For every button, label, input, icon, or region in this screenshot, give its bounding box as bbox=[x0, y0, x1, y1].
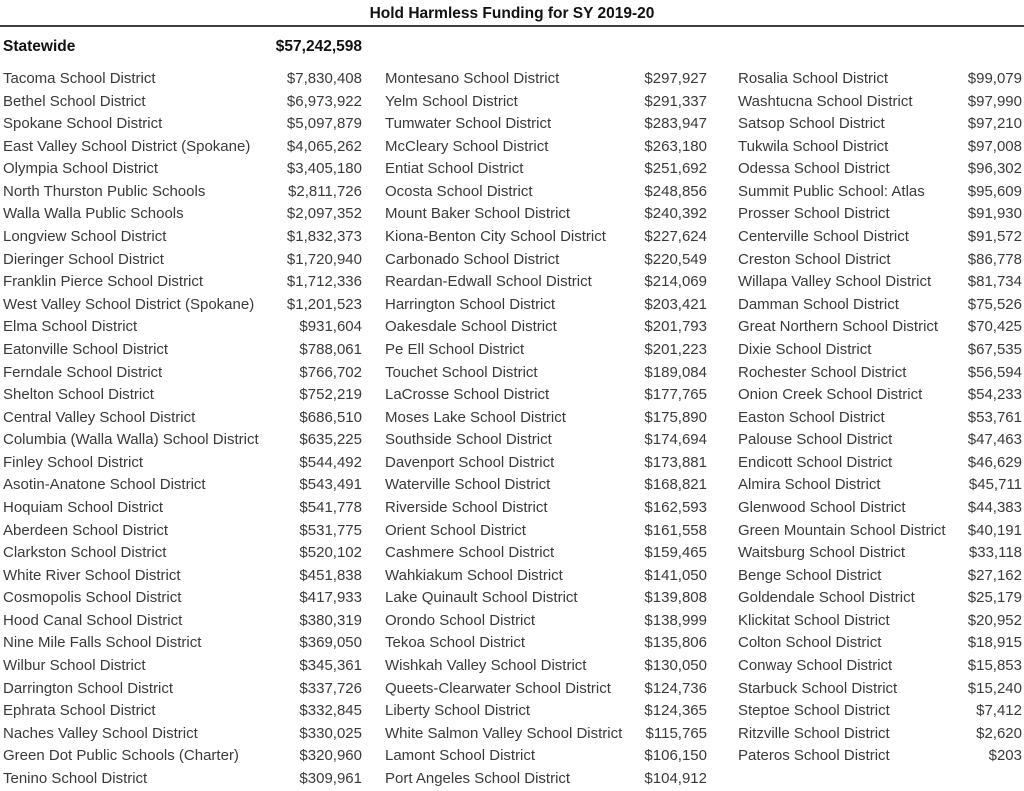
district-name: Hoquiam School District bbox=[3, 498, 164, 516]
funding-table bbox=[0, 68, 1024, 791]
district-amount: $1,720,940 bbox=[286, 250, 362, 268]
district-name: Central Valley School District bbox=[3, 408, 196, 426]
district-name: Palouse School District bbox=[738, 431, 893, 449]
table-row bbox=[385, 339, 707, 362]
table-row bbox=[385, 745, 707, 768]
district-name: Montesano School District bbox=[385, 70, 560, 87]
district-amount: $97,008 bbox=[967, 137, 1022, 155]
district-amount: $168,821 bbox=[644, 476, 707, 494]
table-row bbox=[385, 249, 707, 272]
district-name: Creston School District bbox=[738, 250, 891, 268]
district-amount: $752,219 bbox=[299, 386, 362, 404]
district-amount: $345,361 bbox=[299, 657, 362, 675]
district-amount: $177,765 bbox=[644, 386, 707, 404]
table-row bbox=[738, 678, 1022, 701]
table-row bbox=[738, 316, 1022, 339]
district-amount: $337,726 bbox=[299, 679, 362, 697]
district-name: Walla Walla Public Schools bbox=[3, 205, 184, 223]
district-name: Klickitat School District bbox=[738, 611, 890, 629]
district-amount: $248,856 bbox=[644, 182, 707, 200]
district-amount: $189,084 bbox=[644, 363, 707, 381]
district-amount: $7,412 bbox=[976, 702, 1022, 720]
district-amount: $220,549 bbox=[644, 250, 707, 268]
district-amount: $161,558 bbox=[644, 521, 707, 539]
district-name: Oakesdale School District bbox=[385, 318, 557, 336]
table-row bbox=[738, 68, 1022, 91]
table-row bbox=[3, 610, 362, 633]
table-row bbox=[3, 452, 362, 475]
table-row bbox=[385, 565, 707, 588]
table-row bbox=[3, 316, 362, 339]
table-row bbox=[738, 294, 1022, 317]
district-amount: $40,191 bbox=[967, 521, 1022, 539]
district-name: Wilbur School District bbox=[3, 657, 146, 675]
district-name: Clarkston School District bbox=[3, 544, 167, 562]
district-amount: $251,692 bbox=[644, 160, 707, 178]
district-name: Tenino School District bbox=[3, 769, 148, 787]
district-amount: $531,775 bbox=[299, 521, 362, 539]
district-amount: $451,838 bbox=[299, 566, 362, 584]
district-name: Ocosta School District bbox=[385, 182, 533, 200]
district-name: Hood Canal School District bbox=[3, 611, 183, 629]
district-name: Longview School District bbox=[3, 228, 167, 246]
table-row bbox=[3, 271, 362, 294]
district-amount: $91,930 bbox=[967, 205, 1022, 223]
district-amount: $3,405,180 bbox=[286, 160, 362, 178]
table-row bbox=[738, 203, 1022, 226]
district-name: Bethel School District bbox=[3, 92, 146, 110]
table-row bbox=[738, 271, 1022, 294]
district-name: Tacoma School District bbox=[3, 70, 156, 87]
table-row bbox=[738, 113, 1022, 136]
district-amount: $201,793 bbox=[644, 318, 707, 336]
district-amount: $214,069 bbox=[644, 273, 707, 291]
table-row bbox=[738, 587, 1022, 610]
table-row bbox=[738, 723, 1022, 746]
table-row bbox=[3, 745, 362, 768]
table-row bbox=[385, 610, 707, 633]
table-row bbox=[738, 362, 1022, 385]
district-name: Great Northern School District bbox=[738, 318, 939, 336]
table-row bbox=[385, 474, 707, 497]
district-amount: $1,712,336 bbox=[286, 273, 362, 291]
district-amount: $203,421 bbox=[644, 295, 707, 313]
district-amount: $15,240 bbox=[967, 679, 1022, 697]
table-row bbox=[3, 678, 362, 701]
table-row bbox=[738, 565, 1022, 588]
district-name: Kiona-Benton City School District bbox=[385, 228, 606, 246]
district-name: Wahkiakum School District bbox=[385, 566, 563, 584]
district-name: Liberty School District bbox=[385, 702, 531, 720]
district-name: Odessa School District bbox=[738, 160, 890, 178]
district-amount: $931,604 bbox=[299, 318, 362, 336]
district-amount: $297,927 bbox=[644, 70, 707, 87]
district-amount: $4,065,262 bbox=[286, 137, 362, 155]
table-row bbox=[385, 632, 707, 655]
table-row bbox=[738, 91, 1022, 114]
district-amount: $56,594 bbox=[967, 363, 1022, 381]
district-name: McCleary School District bbox=[385, 137, 549, 155]
table-row bbox=[385, 700, 707, 723]
district-amount: $2,811,726 bbox=[288, 182, 362, 200]
district-name: Southside School District bbox=[385, 431, 552, 449]
table-row bbox=[738, 474, 1022, 497]
table-row bbox=[385, 497, 707, 520]
table-row bbox=[3, 565, 362, 588]
district-name: Nine Mile Falls School District bbox=[3, 634, 202, 652]
district-name: Centerville School District bbox=[738, 228, 909, 246]
district-amount: $2,097,352 bbox=[286, 205, 362, 223]
statewide-label: Statewide bbox=[3, 38, 76, 55]
district-amount: $7,830,408 bbox=[286, 70, 362, 87]
table-row bbox=[3, 632, 362, 655]
district-name: Port Angeles School District bbox=[385, 769, 571, 787]
district-amount: $291,337 bbox=[644, 92, 707, 110]
table-row bbox=[385, 452, 707, 475]
table-row bbox=[738, 632, 1022, 655]
district-amount: $91,572 bbox=[967, 228, 1022, 246]
district-amount: $20,952 bbox=[967, 611, 1022, 629]
district-name: Shelton School District bbox=[3, 386, 154, 404]
district-amount: $124,365 bbox=[644, 702, 707, 720]
table-row bbox=[385, 407, 707, 430]
district-name: Franklin Pierce School District bbox=[3, 273, 204, 291]
table-row bbox=[3, 68, 362, 91]
table-row bbox=[3, 700, 362, 723]
district-name: Green Mountain School District bbox=[738, 521, 946, 539]
district-amount: $141,050 bbox=[644, 566, 707, 584]
district-amount: $320,960 bbox=[299, 747, 362, 765]
district-name: Queets-Clearwater School District bbox=[385, 679, 611, 697]
table-row bbox=[738, 452, 1022, 475]
district-name: White River School District bbox=[3, 566, 181, 584]
district-amount: $45,711 bbox=[968, 476, 1022, 494]
district-name: Entiat School District bbox=[385, 160, 524, 178]
table-row bbox=[385, 181, 707, 204]
district-amount: $263,180 bbox=[644, 137, 707, 155]
district-amount: $46,629 bbox=[967, 453, 1022, 471]
district-name: Rosalia School District bbox=[738, 70, 889, 87]
district-name: Carbonado School District bbox=[385, 250, 560, 268]
table-row bbox=[738, 226, 1022, 249]
district-amount: $47,463 bbox=[967, 431, 1022, 449]
district-name: Pateros School District bbox=[738, 747, 890, 765]
district-name: Ritzville School District bbox=[738, 724, 890, 742]
district-amount: $175,890 bbox=[644, 408, 707, 426]
district-amount: $240,392 bbox=[644, 205, 707, 223]
district-amount: $25,179 bbox=[967, 589, 1022, 607]
table-row bbox=[738, 520, 1022, 543]
table-row bbox=[3, 181, 362, 204]
district-amount: $766,702 bbox=[299, 363, 362, 381]
statewide-total-row bbox=[3, 37, 362, 56]
district-name: Dixie School District bbox=[738, 340, 872, 358]
district-amount: $201,223 bbox=[644, 340, 707, 358]
district-name: Tukwila School District bbox=[738, 137, 889, 155]
district-amount: $97,210 bbox=[967, 115, 1022, 133]
table-row bbox=[3, 429, 362, 452]
table-row bbox=[385, 723, 707, 746]
district-name: Tumwater School District bbox=[385, 115, 552, 133]
district-amount: $369,050 bbox=[299, 634, 362, 652]
district-name: Cosmopolis School District bbox=[3, 589, 182, 607]
table-row bbox=[738, 610, 1022, 633]
district-amount: $543,491 bbox=[299, 476, 362, 494]
district-name: Eatonville School District bbox=[3, 340, 169, 358]
district-amount: $1,201,523 bbox=[286, 295, 362, 313]
table-row bbox=[3, 768, 362, 791]
district-name: Goldendale School District bbox=[738, 589, 915, 607]
table-row bbox=[738, 181, 1022, 204]
district-amount: $33,118 bbox=[968, 544, 1022, 562]
district-name: Olympia School District bbox=[3, 160, 159, 178]
district-name: Rochester School District bbox=[738, 363, 907, 381]
district-amount: $115,765 bbox=[645, 724, 707, 742]
table-row bbox=[3, 226, 362, 249]
table-row bbox=[385, 294, 707, 317]
district-amount: $309,961 bbox=[299, 769, 362, 787]
district-name: Moses Lake School District bbox=[385, 408, 566, 426]
table-row bbox=[3, 497, 362, 520]
district-name: Benge School District bbox=[738, 566, 882, 584]
table-row bbox=[3, 203, 362, 226]
district-amount: $283,947 bbox=[644, 115, 707, 133]
district-name: East Valley School District (Spokane) bbox=[3, 137, 251, 155]
district-name: Summit Public School: Atlas bbox=[738, 182, 925, 200]
district-amount: $81,734 bbox=[967, 273, 1022, 291]
table-row bbox=[738, 136, 1022, 159]
table-row bbox=[385, 203, 707, 226]
district-name: Columbia (Walla Walla) School District bbox=[3, 431, 259, 449]
district-name: Ferndale School District bbox=[3, 363, 163, 381]
district-name: Glenwood School District bbox=[738, 498, 906, 516]
district-amount: $106,150 bbox=[644, 747, 707, 765]
table-row bbox=[3, 294, 362, 317]
district-amount: $544,492 bbox=[299, 453, 362, 471]
district-name: Tekoa School District bbox=[385, 634, 526, 652]
district-amount: $541,778 bbox=[299, 498, 362, 516]
district-name: LaCrosse School District bbox=[385, 386, 550, 404]
district-name: Satsop School District bbox=[738, 115, 885, 133]
district-name: Mount Baker School District bbox=[385, 205, 571, 223]
district-amount: $227,624 bbox=[644, 228, 707, 246]
district-name: Endicott School District bbox=[738, 453, 893, 471]
table-row bbox=[3, 136, 362, 159]
title-divider bbox=[0, 25, 1024, 27]
district-name: Almira School District bbox=[738, 476, 881, 494]
district-amount: $104,912 bbox=[644, 769, 707, 787]
district-amount: $162,593 bbox=[644, 498, 707, 516]
district-name: Green Dot Public Schools (Charter) bbox=[3, 747, 239, 765]
table-row bbox=[385, 316, 707, 339]
district-amount: $44,383 bbox=[967, 498, 1022, 516]
district-name: Lake Quinault School District bbox=[385, 589, 578, 607]
district-name: Onion Creek School District bbox=[738, 386, 923, 404]
district-amount: $53,761 bbox=[967, 408, 1022, 426]
district-name: Touchet School District bbox=[385, 363, 538, 381]
district-amount: $138,999 bbox=[644, 611, 707, 629]
district-name: Waitsburg School District bbox=[738, 544, 905, 562]
page-title: Hold Harmless Funding for SY 2019-20 bbox=[369, 5, 655, 22]
district-amount: $1,832,373 bbox=[286, 228, 362, 246]
district-amount: $332,845 bbox=[299, 702, 362, 720]
district-name: Wishkah Valley School District bbox=[385, 657, 587, 675]
district-amount: $5,097,879 bbox=[286, 115, 362, 133]
district-amount: $6,973,922 bbox=[286, 92, 362, 110]
statewide-amount: $57,242,598 bbox=[275, 38, 362, 55]
district-name: West Valley School District (Spokane) bbox=[3, 295, 255, 313]
district-amount: $135,806 bbox=[644, 634, 707, 652]
table-row bbox=[3, 249, 362, 272]
district-amount: $124,736 bbox=[644, 679, 707, 697]
district-name: Cashmere School District bbox=[385, 544, 555, 562]
table-row bbox=[3, 339, 362, 362]
table-row bbox=[738, 429, 1022, 452]
table-row bbox=[385, 655, 707, 678]
table-row bbox=[738, 339, 1022, 362]
table-row bbox=[3, 158, 362, 181]
district-name: Starbuck School District bbox=[738, 679, 898, 697]
district-amount: $635,225 bbox=[299, 431, 362, 449]
district-name: Orondo School District bbox=[385, 611, 536, 629]
table-row bbox=[385, 136, 707, 159]
district-amount: $75,526 bbox=[967, 295, 1022, 313]
district-name: Orient School District bbox=[385, 521, 526, 539]
district-name: Easton School District bbox=[738, 408, 885, 426]
district-name: Darrington School District bbox=[3, 679, 174, 697]
table-row bbox=[385, 384, 707, 407]
table-row bbox=[3, 407, 362, 430]
table-row bbox=[385, 678, 707, 701]
district-name: White Salmon Valley School District bbox=[385, 724, 623, 742]
district-amount: $67,535 bbox=[967, 340, 1022, 358]
district-name: Davenport School District bbox=[385, 453, 555, 471]
table-column-1 bbox=[3, 68, 362, 791]
district-amount: $380,319 bbox=[299, 611, 362, 629]
district-amount: $203 bbox=[988, 747, 1022, 765]
table-row bbox=[738, 158, 1022, 181]
district-name: Dieringer School District bbox=[3, 250, 164, 268]
table-column-3 bbox=[738, 68, 1022, 768]
table-row bbox=[385, 429, 707, 452]
district-amount: $130,050 bbox=[644, 657, 707, 675]
table-column-2 bbox=[385, 68, 707, 791]
table-row bbox=[738, 497, 1022, 520]
table-row bbox=[385, 362, 707, 385]
district-name: Colton School District bbox=[738, 634, 882, 652]
table-row bbox=[738, 384, 1022, 407]
district-name: Elma School District bbox=[3, 318, 138, 336]
table-row bbox=[385, 271, 707, 294]
district-amount: $15,853 bbox=[967, 657, 1022, 675]
district-name: Naches Valley School District bbox=[3, 724, 198, 742]
district-name: Lamont School District bbox=[385, 747, 536, 765]
table-row bbox=[385, 587, 707, 610]
district-amount: $159,465 bbox=[644, 544, 707, 562]
district-amount: $330,025 bbox=[299, 724, 362, 742]
district-name: Spokane School District bbox=[3, 115, 163, 133]
district-name: Willapa Valley School District bbox=[738, 273, 932, 291]
district-amount: $686,510 bbox=[299, 408, 362, 426]
district-amount: $520,102 bbox=[299, 544, 362, 562]
table-row bbox=[3, 587, 362, 610]
district-name: Aberdeen School District bbox=[3, 521, 169, 539]
table-row bbox=[3, 474, 362, 497]
table-row bbox=[3, 723, 362, 746]
district-name: Washtucna School District bbox=[738, 92, 913, 110]
table-row bbox=[385, 768, 707, 791]
table-row bbox=[3, 362, 362, 385]
district-name: Steptoe School District bbox=[738, 702, 890, 720]
district-name: Waterville School District bbox=[385, 476, 551, 494]
district-amount: $27,162 bbox=[967, 566, 1022, 584]
table-row bbox=[385, 542, 707, 565]
table-row bbox=[738, 700, 1022, 723]
district-amount: $2,620 bbox=[976, 724, 1022, 742]
district-name: Conway School District bbox=[738, 657, 893, 675]
district-name: Reardan-Edwall School District bbox=[385, 273, 592, 291]
table-row bbox=[385, 520, 707, 543]
district-amount: $97,990 bbox=[967, 92, 1022, 110]
district-amount: $174,694 bbox=[644, 431, 707, 449]
district-name: Asotin-Anatone School District bbox=[3, 476, 206, 494]
table-row bbox=[3, 520, 362, 543]
table-row bbox=[3, 655, 362, 678]
district-amount: $54,233 bbox=[967, 386, 1022, 404]
district-name: Harrington School District bbox=[385, 295, 556, 313]
table-row bbox=[738, 655, 1022, 678]
table-row bbox=[385, 68, 707, 91]
district-name: Pe Ell School District bbox=[385, 340, 525, 358]
table-row bbox=[385, 226, 707, 249]
district-amount: $99,079 bbox=[967, 70, 1022, 87]
district-name: Damman School District bbox=[738, 295, 899, 313]
district-amount: $139,808 bbox=[644, 589, 707, 607]
table-row bbox=[3, 384, 362, 407]
table-row bbox=[738, 249, 1022, 272]
district-amount: $417,933 bbox=[299, 589, 362, 607]
table-row bbox=[3, 542, 362, 565]
district-amount: $95,609 bbox=[967, 182, 1022, 200]
table-row bbox=[385, 158, 707, 181]
district-name: Ephrata School District bbox=[3, 702, 156, 720]
district-amount: $173,881 bbox=[644, 453, 707, 471]
district-amount: $96,302 bbox=[967, 160, 1022, 178]
district-amount: $86,778 bbox=[967, 250, 1022, 268]
table-row bbox=[385, 91, 707, 114]
table-row bbox=[3, 91, 362, 114]
district-name: Finley School District bbox=[3, 453, 144, 471]
table-row bbox=[3, 113, 362, 136]
district-name: Yelm School District bbox=[385, 92, 518, 110]
district-amount: $788,061 bbox=[299, 340, 362, 358]
table-row bbox=[738, 542, 1022, 565]
table-row bbox=[738, 745, 1022, 768]
district-name: Riverside School District bbox=[385, 498, 548, 516]
district-name: Prosser School District bbox=[738, 205, 890, 223]
table-row bbox=[738, 407, 1022, 430]
district-name: North Thurston Public Schools bbox=[3, 182, 206, 200]
district-amount: $18,915 bbox=[967, 634, 1022, 652]
district-amount: $70,425 bbox=[967, 318, 1022, 336]
table-row bbox=[385, 113, 707, 136]
